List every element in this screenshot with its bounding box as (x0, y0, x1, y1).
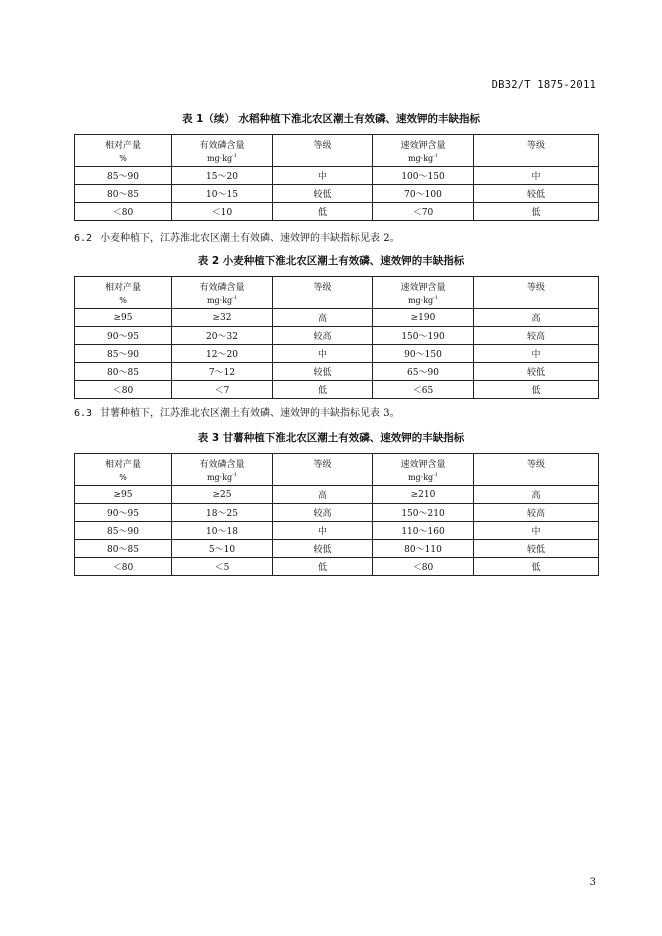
table-row (75, 522, 599, 540)
cell-grade-p: 较高 (273, 327, 373, 345)
col-grade-p: 等级 (273, 135, 373, 167)
table-row (75, 327, 599, 345)
table3-header (75, 454, 599, 486)
cell-available-k: 100～150 (373, 167, 474, 185)
cell-grade-k: 中 (474, 522, 599, 540)
cell-grade-p: 低 (273, 558, 373, 576)
table-row (75, 309, 599, 327)
cell-available-p: 10～18 (172, 522, 273, 540)
col-relative-yield: 相对产量 % (75, 135, 172, 167)
cell-relative-yield: ≥95 (75, 309, 172, 327)
clause-6-3 (74, 404, 400, 419)
clause-text: 甘薯种植下，江苏淮北农区潮土有效磷、速效钾的丰缺指标见表 3。 (100, 408, 400, 419)
cell-grade-k: 低 (474, 203, 599, 221)
cell-available-p: 7～12 (172, 363, 273, 381)
cell-grade-k: 较高 (474, 504, 599, 522)
col-available-p: 有效磷含量 $mg\cdot kg^{-1}$ (172, 135, 273, 167)
cell-relative-yield: 90～95 (75, 504, 172, 522)
table2-header (75, 277, 599, 309)
cell-grade-p: 较低 (273, 363, 373, 381)
cell-grade-p: 较低 (273, 540, 373, 558)
clause-6-2 (74, 229, 400, 244)
table-row (75, 185, 599, 203)
cell-grade-p: 高 (273, 309, 373, 327)
cell-relative-yield: ＜80 (75, 203, 172, 221)
cell-relative-yield: 85～90 (75, 167, 172, 185)
cell-grade-k: 较高 (474, 327, 599, 345)
cell-available-k: 90～150 (373, 345, 474, 363)
table1-header (75, 135, 599, 167)
cell-grade-p: 中 (273, 522, 373, 540)
cell-grade-k: 较低 (474, 363, 599, 381)
cell-grade-p: 低 (273, 381, 373, 399)
col-grade-k: 等级 (474, 135, 599, 167)
table1-title: 表 1（续） 水稻种植下淮北农区潮土有效磷、速效钾的丰缺指标 (181, 113, 481, 125)
cell-relative-yield: 85～90 (75, 345, 172, 363)
cell-available-p: 20～32 (172, 327, 273, 345)
cell-available-p: 5～10 (172, 540, 273, 558)
col-relative-yield: 相对产量 % (75, 454, 172, 486)
clause-text: 小麦种植下，江苏淮北农区潮土有效磷、速效钾的丰缺指标见表 2。 (100, 233, 400, 244)
col-relative-yield: 相对产量 % (75, 277, 172, 309)
table-row (75, 167, 599, 185)
cell-relative-yield: 90～95 (75, 327, 172, 345)
cell-grade-k: 高 (474, 309, 599, 327)
page-number: 3 (589, 877, 596, 888)
cell-relative-yield: 85～90 (75, 522, 172, 540)
cell-available-k: ＜70 (373, 203, 474, 221)
col-available-p: 有效磷含量 $mg\cdot kg^{-1}$ (172, 277, 273, 309)
cell-grade-p: 较低 (273, 185, 373, 203)
col-available-k: 速效钾含量 $mg\cdot kg^{-1}$ (373, 277, 474, 309)
table-row (75, 540, 599, 558)
col-grade-k: 等级 (474, 277, 599, 309)
table-row (75, 486, 599, 504)
cell-relative-yield: ≥95 (75, 486, 172, 504)
clause-number: 6.2 (74, 233, 93, 244)
cell-available-p: 12～20 (172, 345, 273, 363)
standard-code: DB32/T 1875-2011 (491, 79, 596, 91)
table1 (74, 134, 599, 221)
cell-grade-k: 中 (474, 345, 599, 363)
cell-grade-p: 中 (273, 345, 373, 363)
cell-available-p: ＜5 (172, 558, 273, 576)
cell-grade-k: 较低 (474, 185, 599, 203)
table-row (75, 203, 599, 221)
col-grade-p: 等级 (273, 277, 373, 309)
cell-available-p: ＜7 (172, 381, 273, 399)
cell-grade-k: 低 (474, 558, 599, 576)
table-row (75, 381, 599, 399)
table-row (75, 345, 599, 363)
cell-relative-yield: 80～85 (75, 363, 172, 381)
col-available-k: 速效钾含量 $mg\cdot kg^{-1}$ (373, 135, 474, 167)
clause-number: 6.3 (74, 408, 93, 419)
col-available-p: 有效磷含量 $mg\cdot kg^{-1}$ (172, 454, 273, 486)
table-row (75, 363, 599, 381)
cell-grade-p: 低 (273, 203, 373, 221)
cell-grade-k: 较低 (474, 540, 599, 558)
cell-available-p: ≥25 (172, 486, 273, 504)
cell-grade-k: 低 (474, 381, 599, 399)
cell-relative-yield: 80～85 (75, 185, 172, 203)
cell-relative-yield: ＜80 (75, 381, 172, 399)
cell-grade-p: 中 (273, 167, 373, 185)
cell-available-k: 70～100 (373, 185, 474, 203)
cell-available-p: ≥32 (172, 309, 273, 327)
table-row (75, 558, 599, 576)
cell-available-k: 110～160 (373, 522, 474, 540)
col-grade-p: 等级 (273, 454, 373, 486)
cell-grade-k: 中 (474, 167, 599, 185)
cell-available-p: ＜10 (172, 203, 273, 221)
col-available-k: 速效钾含量 $mg\cdot kg^{-1}$ (373, 454, 474, 486)
table2 (74, 276, 599, 399)
cell-available-k: ＜80 (373, 558, 474, 576)
cell-available-k: 65～90 (373, 363, 474, 381)
cell-available-p: 10～15 (172, 185, 273, 203)
table3 (74, 453, 599, 576)
col-grade-k: 等级 (474, 454, 599, 486)
cell-relative-yield: ＜80 (75, 558, 172, 576)
table2-title: 表 2 小麦种植下淮北农区潮土有效磷、速效钾的丰缺指标 (197, 255, 465, 267)
cell-available-k: 80～110 (373, 540, 474, 558)
cell-grade-p: 高 (273, 486, 373, 504)
cell-relative-yield: 80～85 (75, 540, 172, 558)
cell-available-p: 15～20 (172, 167, 273, 185)
table3-title: 表 3 甘薯种植下淮北农区潮土有效磷、速效钾的丰缺指标 (197, 432, 465, 444)
cell-available-k: ＜65 (373, 381, 474, 399)
cell-available-k: 150～210 (373, 504, 474, 522)
cell-available-k: ≥190 (373, 309, 474, 327)
table-row (75, 504, 599, 522)
cell-available-k: 150～190 (373, 327, 474, 345)
cell-available-k: ≥210 (373, 486, 474, 504)
cell-available-p: 18～25 (172, 504, 273, 522)
cell-grade-k: 高 (474, 486, 599, 504)
cell-grade-p: 较高 (273, 504, 373, 522)
